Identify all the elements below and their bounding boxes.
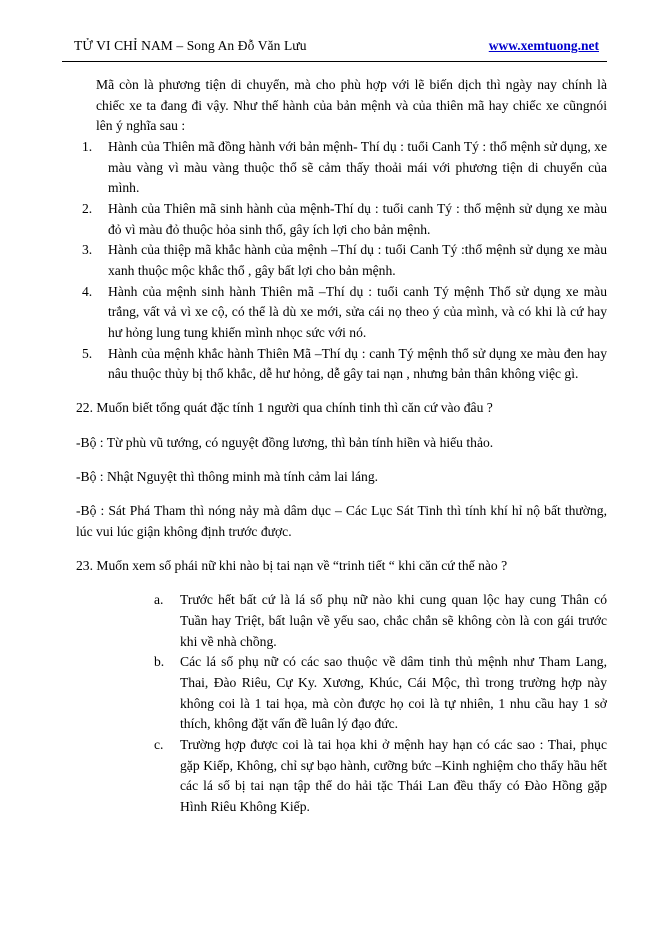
book-title: TỬ VI CHỈ NAM – Song An Đỗ Văn Lưu bbox=[74, 38, 307, 53]
list-text: Hành của Thiên mã sinh hành của mệnh-Thí dụ : tuổi canh Tý : thổ mệnh sử dụng xe màu đỏ vì màu đỏ thuộc hỏa sinh thổ, gây ích lợi cho bản mệnh. bbox=[108, 200, 607, 237]
list-item bbox=[154, 590, 607, 652]
website-link[interactable]: www.xemtuong.net bbox=[488, 38, 599, 53]
question-22: 22. Muốn biết tổng quát đặc tính 1 người qua chính tinh thì căn cứ vào đâu ? bbox=[76, 400, 493, 416]
answer-line: -Bộ : Nhật Nguyệt thì thông minh mà tính cảm lai láng. bbox=[76, 468, 379, 484]
answer-line: -Bộ : Từ phù vũ tướng, có nguyệt đồng lương, thì bản tính hiền và hiếu thảo. bbox=[76, 434, 494, 450]
list-marker: 1. bbox=[82, 138, 93, 154]
list-item bbox=[62, 137, 607, 199]
list-text: Trước hết bất cứ là lá số phụ nữ nào khi cung quan lộc hay cung Thân có Tuần hay Triệt, bất luận về yếu sao, chắc chắn sẽ không còn là con gái trước khi về nhà chồng. bbox=[180, 592, 607, 649]
list-marker: c. bbox=[154, 736, 164, 752]
page-header bbox=[62, 38, 607, 54]
header-divider bbox=[62, 61, 607, 62]
list-marker: 2. bbox=[82, 200, 93, 216]
list-marker: 3. bbox=[82, 242, 93, 258]
list-text: Hành của Thiên mã đồng hành với bản mệnh- Thí dụ : tuổi Canh Tý : thổ mệnh sử dụng, xe màu vàng vì màu vàng thuộc thổ sẽ cảm thấy thoải mái với phương tiện di chuyển của mình. bbox=[108, 138, 607, 196]
numbered-list bbox=[62, 137, 607, 385]
list-text: Hành của mệnh khắc hành Thiên Mã –Thí dụ : canh Tý mệnh thổ sử dụng xe màu đen hay nâu thuộc thủy bị thổ khắc, dễ hư hỏng, dễ gây tai nạn , nhưng bản thân không việc gì. bbox=[108, 345, 607, 382]
question-23: 23. Muốn xem số phái nữ khi nào bị tai nạn về “trinh tiết “ khi căn cứ thế nào ? bbox=[76, 558, 508, 574]
document-body bbox=[62, 75, 607, 818]
list-text: Hành của thiệp mã khắc hành của mệnh –Thí dụ : tuổi Canh Tý :thổ mệnh sử dụng xe màu xanh thuộc mộc khắc thổ , gây bất lợi cho bản mệnh. bbox=[108, 242, 607, 278]
list-item bbox=[154, 652, 607, 735]
list-item bbox=[154, 735, 607, 818]
list-item bbox=[62, 282, 607, 344]
list-item bbox=[62, 344, 607, 385]
answer-line: -Bộ : Sát Phá Tham thì nóng nảy mà dâm dục – Các Lục Sát Tinh thì tính khí hỉ nộ bất thường, lúc vui lúc giận không định trước được. bbox=[76, 503, 607, 539]
alpha-list bbox=[62, 590, 607, 817]
list-marker: a. bbox=[154, 592, 164, 608]
list-marker: b. bbox=[154, 654, 165, 670]
list-marker: 4. bbox=[82, 283, 93, 299]
list-item bbox=[62, 240, 607, 281]
list-item bbox=[62, 199, 607, 240]
list-text: Hành của mệnh sinh hành Thiên mã –Thí dụ : tuổi canh Tý mệnh Thổ sử dụng xe màu trắng, vất vả vì xe cộ, có thể là dù xe mới, sửa cái nọ theo ý của mình, và có khi là cứ hay hư hỏng lung tung khiến mình nhọc sức với nó. bbox=[108, 283, 607, 340]
intro-paragraph: Mã còn là phương tiện di chuyển, mà cho phù hợp với lẽ biến dịch thì ngày nay chính là chiếc xe ta đang đi vậy. Như thế hành của bản mệnh và của thiên mã hay chiếc xe cũngnói lên ý nghĩa sau : bbox=[96, 77, 607, 134]
question-answer-block bbox=[62, 398, 607, 576]
list-marker: 5. bbox=[82, 345, 93, 361]
list-text: Các lá số phụ nữ có các sao thuộc về dâm tinh thủ mệnh như Tham Lang, Thai, Đào Riêu, Cự Ky. Xương, Khúc, Cái Mộc, thì trong trường hợp này không coi là 1 tai họa, mà còn được họ coi là tự nhiên, 1 nhu cầu hay 1 sở thích, không đặt vấn đề luân lý đạo đức. bbox=[180, 654, 607, 732]
list-text: Trường hợp được coi là tai họa khi ở mệnh hay hạn có các sao : Thai, phục gặp Kiếp, Không, chỉ sự bạo hành, cưỡng bức –Kinh nghiệm cho thấy hầu hết các lá số bị tai nạn tập thể do hải tặc Thái Lan đều thấy có Đào Hồng gặp Hình Riêu Không Kiếp. bbox=[180, 736, 607, 814]
